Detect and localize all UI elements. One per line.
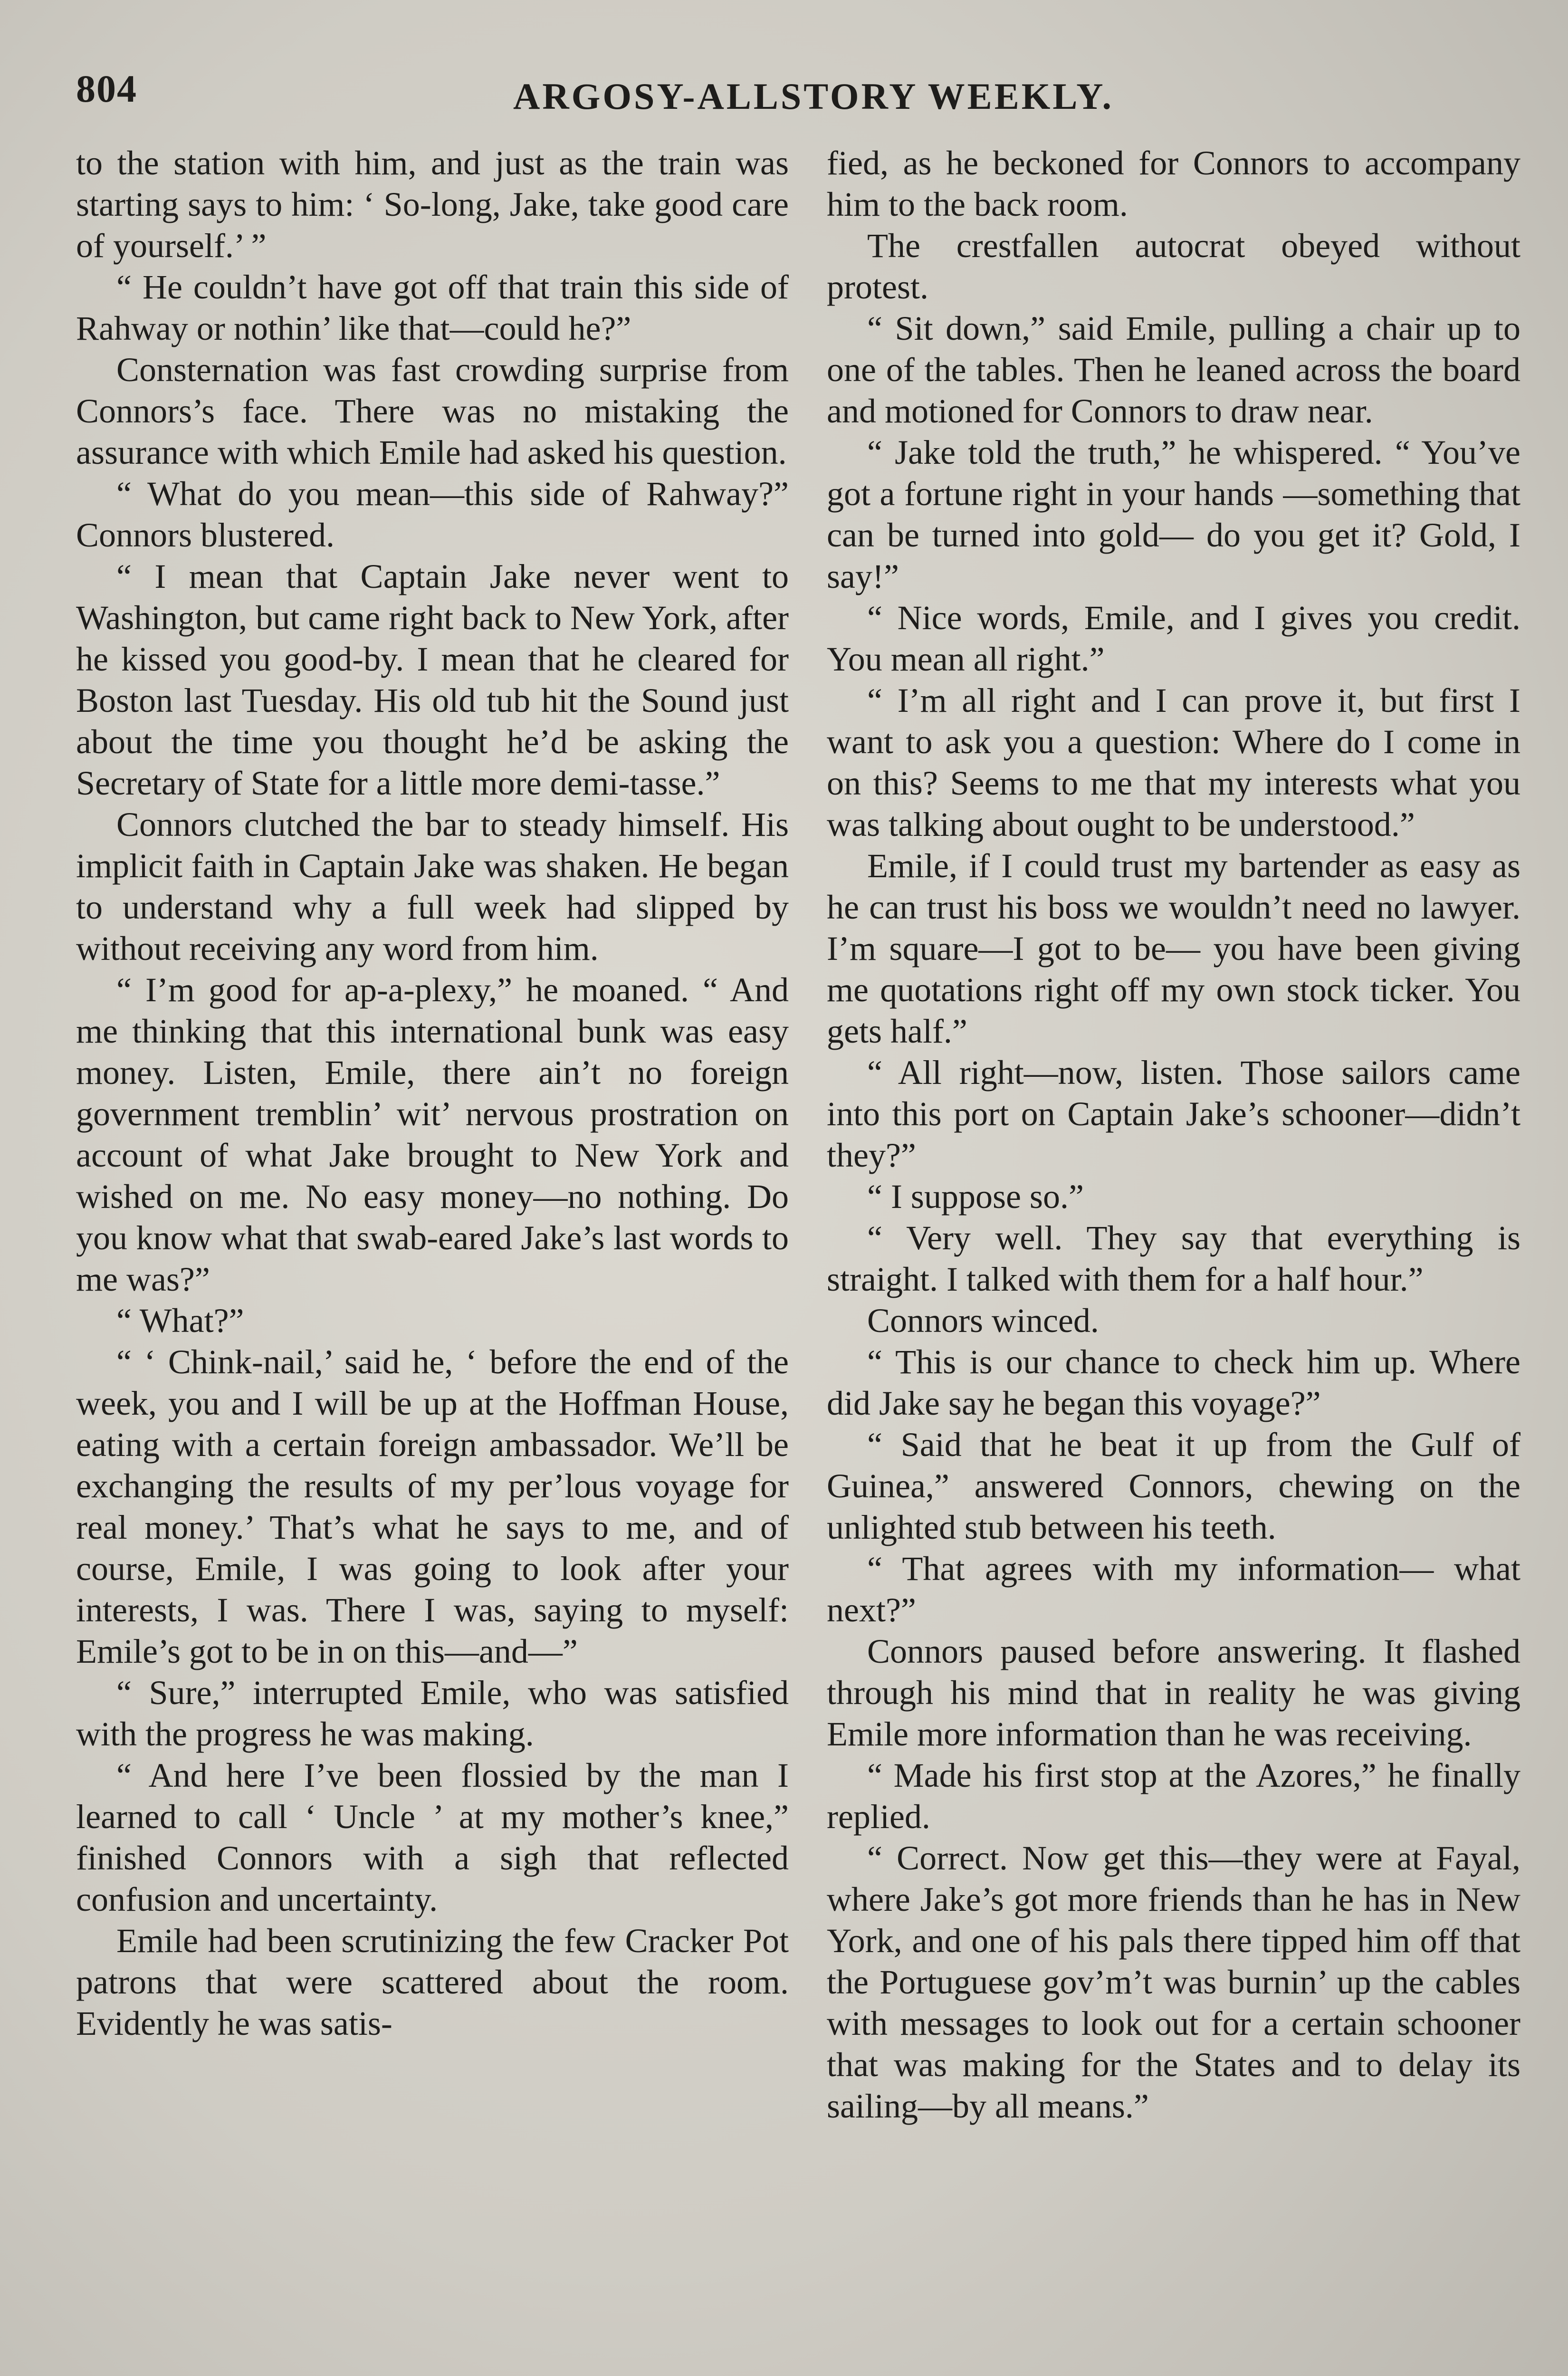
- paragraph: “ I’m good for ap-a-plexy,” he moaned. “ And me thinking that this international bunk was easy money. Listen, Emile, there ain’t no foreign government tremblin’ wit’ nervous prostration on account of what Jake brought to New York and wished on me. No easy money—no nothing. Do you know what that swab-eared Jake’s last words to me was?”: [76, 971, 789, 1298]
- paragraph: “ Very well. They say that everything is straight. I talked with them for a half hour.”: [827, 1219, 1520, 1298]
- page-number: 804: [76, 67, 137, 110]
- left-text-column: [76, 143, 789, 2044]
- paragraph: “ Said that he beat it up from the Gulf of Guinea,” answered Connors, chewing on the unlighted stub between his teeth.: [827, 1426, 1520, 1546]
- paragraph: Emile had been scrutinizing the few Cracker Pot patrons that were scattered about the room. Evidently he was satis-: [76, 1922, 789, 2042]
- paragraph: Consternation was fast crowding surprise from Connors’s face. There was no mistaking the assurance with which Emile had asked his question.: [76, 351, 789, 471]
- paragraph: Connors paused before answering. It flashed through his mind that in reality he was giving Emile more information than he was receiving.: [827, 1632, 1520, 1753]
- paragraph: “ I’m all right and I can prove it, but first I want to ask you a question: Where do I come in on this? Seems to me that my interests what you was talking about ought to be understood.”: [827, 681, 1520, 843]
- paragraph: “ This is our chance to check him up. Where did Jake say he began this voyage?”: [827, 1343, 1520, 1422]
- right-text-column: [827, 143, 1520, 2127]
- paragraph: “ What do you mean—this side of Rahway?” Connors blustered.: [76, 475, 789, 554]
- paragraph: “ Sure,” interrupted Emile, who was satisfied with the progress he was making.: [76, 1674, 789, 1753]
- paragraph: “ Correct. Now get this—they were at Fayal, where Jake’s got more friends than he has in New York, and one of his pals there tipped him off that the Portuguese gov’m’t was burnin’ up the cables with messages to look out for a certain schooner that was making for the States and to delay its sailing—by all means.”: [827, 1839, 1520, 2125]
- paragraph: “ And here I’ve been flossied by the man I learned to call ‘ Uncle ’ at my mother’s knee,” finished Connors with a sigh that reflected confusion and uncertainty.: [76, 1756, 789, 1918]
- paragraph: to the station with him, and just as the train was starting says to him: ‘ So-long, Jake, take good care of yourself.’ ”: [76, 144, 789, 265]
- paragraph: “ All right—now, listen. Those sailors came into this port on Captain Jake’s schooner—didn’t they?”: [827, 1054, 1520, 1174]
- paragraph: “ What?”: [116, 1302, 244, 1340]
- paragraph: Connors clutched the bar to steady himself. His implicit faith in Captain Jake was shaken. He began to understand why a full week had slipped by without receiving any word from him.: [76, 805, 789, 968]
- paragraph: “ I suppose so.”: [867, 1178, 1084, 1216]
- paragraph: “ ‘ Chink-nail,’ said he, ‘ before the end of the week, you and I will be up at the Hoffman House, eating with a certain foreign ambassador. We’ll be exchanging the results of my per’lous voyage for real money.’ That’s what he says to me, and of course, Emile, I was going to look after your interests, I was. There I was, saying to myself: Emile’s got to be in on this—and—”: [76, 1343, 789, 1670]
- paragraph: Emile, if I could trust my bartender as easy as he can trust his boss we wouldn’t need no lawyer. I’m square—I got to be— you have been giving me quotations right off my own stock ticker. You gets half.”: [827, 847, 1520, 1050]
- paragraph: The crestfallen autocrat obeyed without protest.: [827, 227, 1520, 306]
- paragraph: “ That agrees with my information— what next?”: [827, 1550, 1520, 1629]
- paragraph: “ Jake told the truth,” he whispered. “ You’ve got a fortune right in your hands —something that can be turned into gold— do you get it? Gold, I say!”: [827, 433, 1520, 595]
- running-head: ARGOSY-ALLSTORY WEEKLY.: [513, 76, 1114, 117]
- page-header: [71, 67, 1511, 128]
- paragraph: Connors winced.: [867, 1302, 1099, 1340]
- paragraph: fied, as he beckoned for Connors to accompany him to the back room.: [827, 144, 1520, 223]
- paragraph: “ Made his first stop at the Azores,” he finally replied.: [827, 1756, 1520, 1836]
- paragraph: “ He couldn’t have got off that train this side of Rahway or nothin’ like that—could he?”: [76, 268, 789, 347]
- paragraph: “ I mean that Captain Jake never went to Washington, but came right back to New York, after he kissed you good-by. I mean that he cleared for Boston last Tuesday. His old tub hit the Sound just about the time you thought he’d be asking the Secretary of State for a little more demi-tasse.”: [76, 557, 789, 802]
- paragraph: “ Nice words, Emile, and I gives you credit. You mean all right.”: [827, 599, 1520, 678]
- paragraph: “ Sit down,” said Emile, pulling a chair up to one of the tables. Then he leaned across the board and motioned for Connors to draw near.: [827, 309, 1520, 430]
